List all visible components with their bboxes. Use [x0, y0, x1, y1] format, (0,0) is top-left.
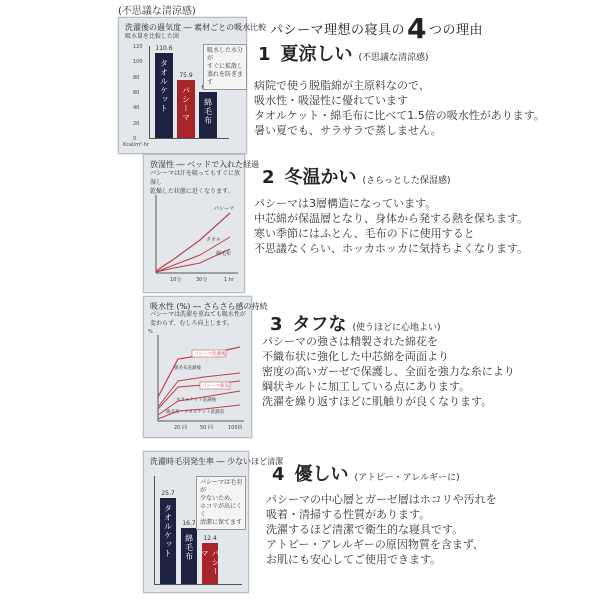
chart3-svg [144, 297, 251, 437]
chart1-ytick-5: 20 [133, 120, 140, 127]
chart-panel-1 [118, 17, 267, 154]
c4-bars-bar-value-2: 12.4 [203, 535, 217, 542]
chart1-callout: 吸水した水分が すぐに拡散し 蒸れを防ぎます [203, 44, 247, 90]
chart1-y-axis [149, 46, 150, 138]
chart3-legend-4: 綿毛布・タオルケット洗濯前 [166, 410, 225, 415]
chart2-svg [144, 155, 244, 292]
c4-bars-bar-0 [160, 498, 176, 584]
c1-bars-bar-2 [199, 92, 217, 138]
section-3-text: パシーマの強さは精製された綿花を 不織布状に強化した中芯綿を両面より 密度の高いガーゼで保護し、全面を強力な糸により 綱状キルトに加工している点にあります。 洗濯を繰り返すほどに肌触りが良くなります。 [262, 335, 515, 408]
chart-panel-4 [143, 451, 284, 593]
title-suffix: つの理由 [429, 23, 484, 38]
section-2-heading: 2 冬温かい (さらっとした保湿感) [262, 167, 451, 188]
c1-bars-bar-label-2: 綿毛布 [203, 98, 213, 125]
header-tag: (不思議な清涼感) [118, 6, 196, 17]
c4-bars-bar-value-1: 16.7 [182, 520, 196, 527]
chart3-legend-3: タオルケット洗濯後 [176, 398, 217, 403]
chart2-xtick-1: 30分 [196, 277, 208, 283]
chart2-legend-2: 綿毛布 [216, 251, 232, 257]
c1-bars-bar-label-0: タオルケット [159, 59, 169, 113]
c4-bars-bar-2 [202, 543, 218, 584]
c4-bars-bar-value-0: 25.7 [161, 490, 175, 497]
title-number: 4 [407, 12, 427, 45]
chart2-legend-0: パシーマ [214, 206, 235, 212]
chart3-xtick-1: 50 回 [200, 425, 213, 431]
chart3-legend-1: 綿毛布洗濯後 [174, 366, 201, 371]
section-1-text: 病院で使う脱脂綿が主原料なので、 吸水性・吸湿性に優れています タオルケット・綿毛布に比べて1.5倍の吸水性があります。 暑い夏でも、サラサラで蒸しません。 [254, 79, 545, 137]
section-4-heading: 4 優しい (アトピー・アレルギーに) [272, 464, 460, 485]
chart3-xtick-2: 100回 [228, 425, 243, 431]
chart3-legend-0: パシーマ洗濯後 [194, 352, 226, 357]
chart-panel-3 [143, 296, 268, 438]
chart2-legend-1: タオル [206, 237, 222, 243]
chart3-ylabel: % [148, 329, 153, 335]
chart4-callout: パシーマは毛羽が 少ないため、 ホコリが出にくく 清潔に保てます [196, 476, 246, 530]
section-2-text: パシーマは3層構造になっています。 中芯綿が保温層となり、身体から発する熱を保ちます。 寒い季節にはふとん、毛布の下に使用すると 不思議なくらい、ホッカホッカに気持ちよくなります。 [254, 197, 529, 255]
chart1-x-axis [149, 138, 229, 139]
chart1-ytick-1: 100 [133, 59, 143, 66]
section-1-heading: 1 夏涼しい (不思議な清涼感) [258, 44, 429, 65]
chart4-title: 洗濯時毛羽発生率 ― 少ないほど清潔 [150, 457, 284, 466]
chart3-title: 吸水性 (%) ― さらさら感の持続 [150, 302, 268, 311]
chart2-xtick-0: 10分 [170, 277, 182, 283]
chart3-note: パシーマは洗濯を重ねても吸水性が 変わらず、むしろ向上します。 [150, 311, 246, 327]
chart2-title: 放湿性 ― ベッドで入れた経過 [150, 160, 260, 169]
chart1-ytick-2: 80 [133, 74, 140, 81]
chart3-legend-2: パシーマ新品 [202, 384, 229, 389]
c1-bars-bar-value-0: 110.6 [155, 45, 173, 52]
chart1-ytick-0: 120 [133, 44, 143, 50]
chart1-ytick-4: 40 [133, 105, 140, 112]
chart1-unit: Kcal/m²·hr [123, 142, 149, 148]
section-4-text: パシーマの中心層とガーゼ層はホコリや汚れを 吸着・清掃する性質があります。 洗濯するほど清潔で衛生的な寝具です。 アトピー・アレルギーの原因物質を含まず、 お肌にも安心してご使用できます。 [266, 493, 497, 566]
chart3-xtick-0: 20 回 [174, 425, 187, 431]
chart1-ytick-3: 60 [133, 90, 140, 96]
c1-bars-bar-0 [155, 53, 173, 138]
c4-bars-bar-label-0: タオルケット [163, 504, 173, 558]
c1-bars-bar-label-1: パシーマ [181, 86, 191, 122]
chart2-note: パシーマは汗を吸ってもすぐに放湿し 乾燥した状態に近くなります。 [150, 170, 241, 195]
c4-bars-bar-label-2: パシーマ [200, 549, 220, 576]
chart1-note: 吸水量を比較した図 [125, 33, 180, 40]
chart1-title: 洗濯後の過気度 ― 素材ごとの吸水比較 [125, 23, 267, 32]
chart1-ytick-6: 0 [133, 136, 137, 142]
chart2-xtick-2: 1 hr [224, 277, 234, 283]
chart4-x-axis [154, 584, 242, 585]
c4-bars-bar-label-1: 綿毛布 [184, 534, 194, 561]
section-3-heading: 3 タフな (使うほどに心地よい) [270, 314, 441, 335]
chart-panel-2 [143, 154, 260, 293]
c1-bars-bar-value-1: 75.9 [179, 72, 193, 79]
title-prefix: パシーマ理想の寝具の [270, 23, 406, 38]
